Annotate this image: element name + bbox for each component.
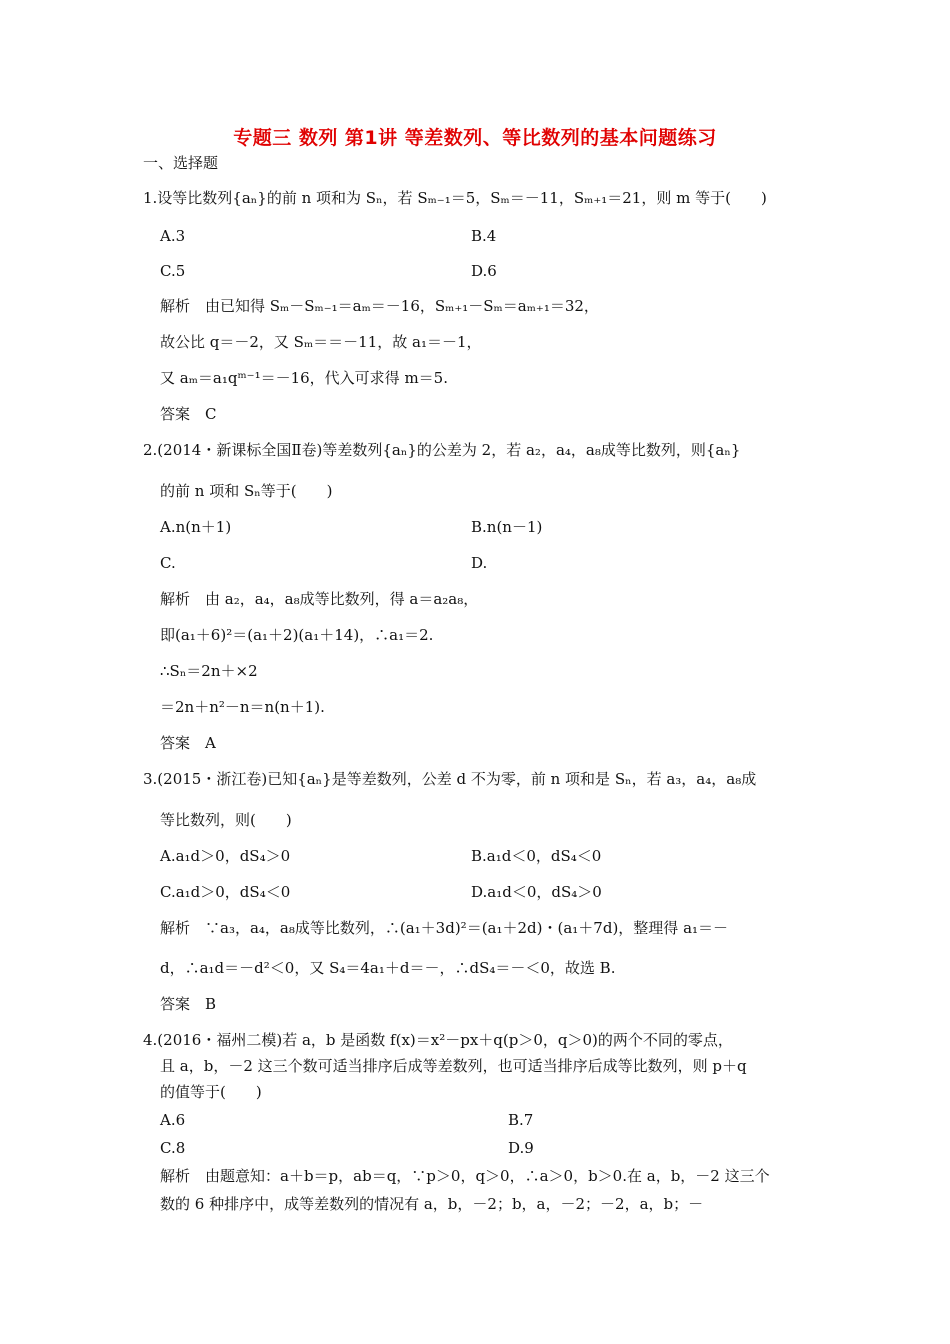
question-1-analysis-line: 解析 由已知得 Sₘ－Sₘ₋₁＝aₘ＝－16，Sₘ₊₁－Sₘ＝aₘ₊₁＝32， bbox=[160, 297, 599, 315]
page-title: 专题三 数列 第1讲 等差数列、等比数列的基本问题练习 bbox=[233, 127, 717, 149]
question-3-option-c: C.a₁d＞0，dS₄＜0 bbox=[160, 883, 291, 901]
question-2-answer: 答案 A bbox=[160, 734, 216, 752]
question-4-option-b: B.7 bbox=[508, 1111, 534, 1129]
question-3-stem: 3.(2015・浙江卷)已知{aₙ}是等差数列，公差 d 不为零，前 n 项和是 Sₙ，若 a₃，a₄，a₈成 bbox=[143, 770, 757, 788]
question-2-stem: 2.(2014・新课标全国Ⅱ卷)等差数列{aₙ}的公差为 2，若 a₂，a₄，a₈成等比数列，则{aₙ} bbox=[143, 441, 741, 459]
question-4-option-a: A.6 bbox=[160, 1111, 186, 1129]
question-4-option-d: D.9 bbox=[508, 1139, 534, 1157]
question-3-option-d: D.a₁d＜0，dS₄＞0 bbox=[471, 883, 602, 901]
question-3-option-b: B.a₁d＜0，dS₄＜0 bbox=[471, 847, 602, 865]
question-2-analysis-line: 解析 由 a₂，a₄，a₈成等比数列，得 a＝a₂a₈， bbox=[160, 590, 479, 608]
question-3-option-a: A.a₁d＞0，dS₄＞0 bbox=[160, 847, 291, 865]
question-3-analysis-line: d，∴a₁d＝－d²＜0，又 S₄＝4a₁＋d＝－，∴dS₄＝－＜0，故选 B. bbox=[160, 959, 616, 977]
question-2-option-c: C. bbox=[160, 554, 176, 572]
question-4-stem: 的值等于( ) bbox=[160, 1083, 262, 1101]
question-4-option-c: C.8 bbox=[160, 1139, 186, 1157]
question-2-analysis-line: ＝2n＋n²－n＝n(n＋1). bbox=[160, 698, 325, 716]
question-1-answer: 答案 C bbox=[160, 405, 217, 423]
question-1-analysis-line: 故公比 q＝－2，又 Sₘ＝＝－11，故 a₁＝－1， bbox=[160, 333, 482, 351]
section-heading: 一、选择题 bbox=[143, 154, 219, 172]
question-4-stem: 且 a，b，－2 这三个数可适当排序后成等差数列，也可适当排序后成等比数列，则 p＋q bbox=[160, 1057, 747, 1075]
question-3-answer: 答案 B bbox=[160, 995, 217, 1013]
question-2-analysis-line: ∴Sₙ＝2n＋×2 bbox=[160, 662, 258, 680]
question-3-stem: 等比数列，则( ) bbox=[160, 811, 292, 829]
question-1-option-c: C.5 bbox=[160, 262, 186, 280]
question-1-option-b: B.4 bbox=[471, 227, 497, 245]
question-2-option-a: A.n(n＋1) bbox=[160, 518, 232, 536]
question-2-option-d: D. bbox=[471, 554, 488, 572]
question-2-analysis-line: 即(a₁＋6)²＝(a₁＋2)(a₁＋14)，∴a₁＝2. bbox=[160, 626, 434, 644]
question-1-analysis-line: 又 aₘ＝a₁qᵐ⁻¹＝－16，代入可求得 m＝5. bbox=[160, 369, 448, 387]
question-4-analysis-line: 解析 由题意知：a＋b＝p，ab＝q，∵p＞0，q＞0，∴a＞0，b＞0.在 a，b，－2 这三个 bbox=[160, 1167, 770, 1185]
question-4-analysis-line: 数的 6 种排序中，成等差数列的情况有 a，b，－2；b，a，－2；－2，a，b；－ bbox=[160, 1195, 704, 1213]
question-1-option-a: A.3 bbox=[160, 227, 186, 245]
question-1-option-d: D.6 bbox=[471, 262, 497, 280]
question-3-analysis-line: 解析 ∵a₃，a₄，a₈成等比数列，∴(a₁＋3d)²＝(a₁＋2d)・(a₁＋7d)，整理得 a₁＝－ bbox=[160, 919, 729, 937]
question-4-stem: 4.(2016・福州二模)若 a，b 是函数 f(x)＝x²－px＋q(p＞0，q＞0)的两个不同的零点， bbox=[143, 1031, 733, 1049]
question-2-stem: 的前 n 项和 Sₙ等于( ) bbox=[160, 482, 333, 500]
question-2-option-b: B.n(n－1) bbox=[471, 518, 543, 536]
question-1-stem: 1.设等比数列{aₙ}的前 n 项和为 Sₙ，若 Sₘ₋₁＝5，Sₘ＝－11，Sₘ₊₁＝21，则 m 等于( ) bbox=[143, 189, 767, 207]
